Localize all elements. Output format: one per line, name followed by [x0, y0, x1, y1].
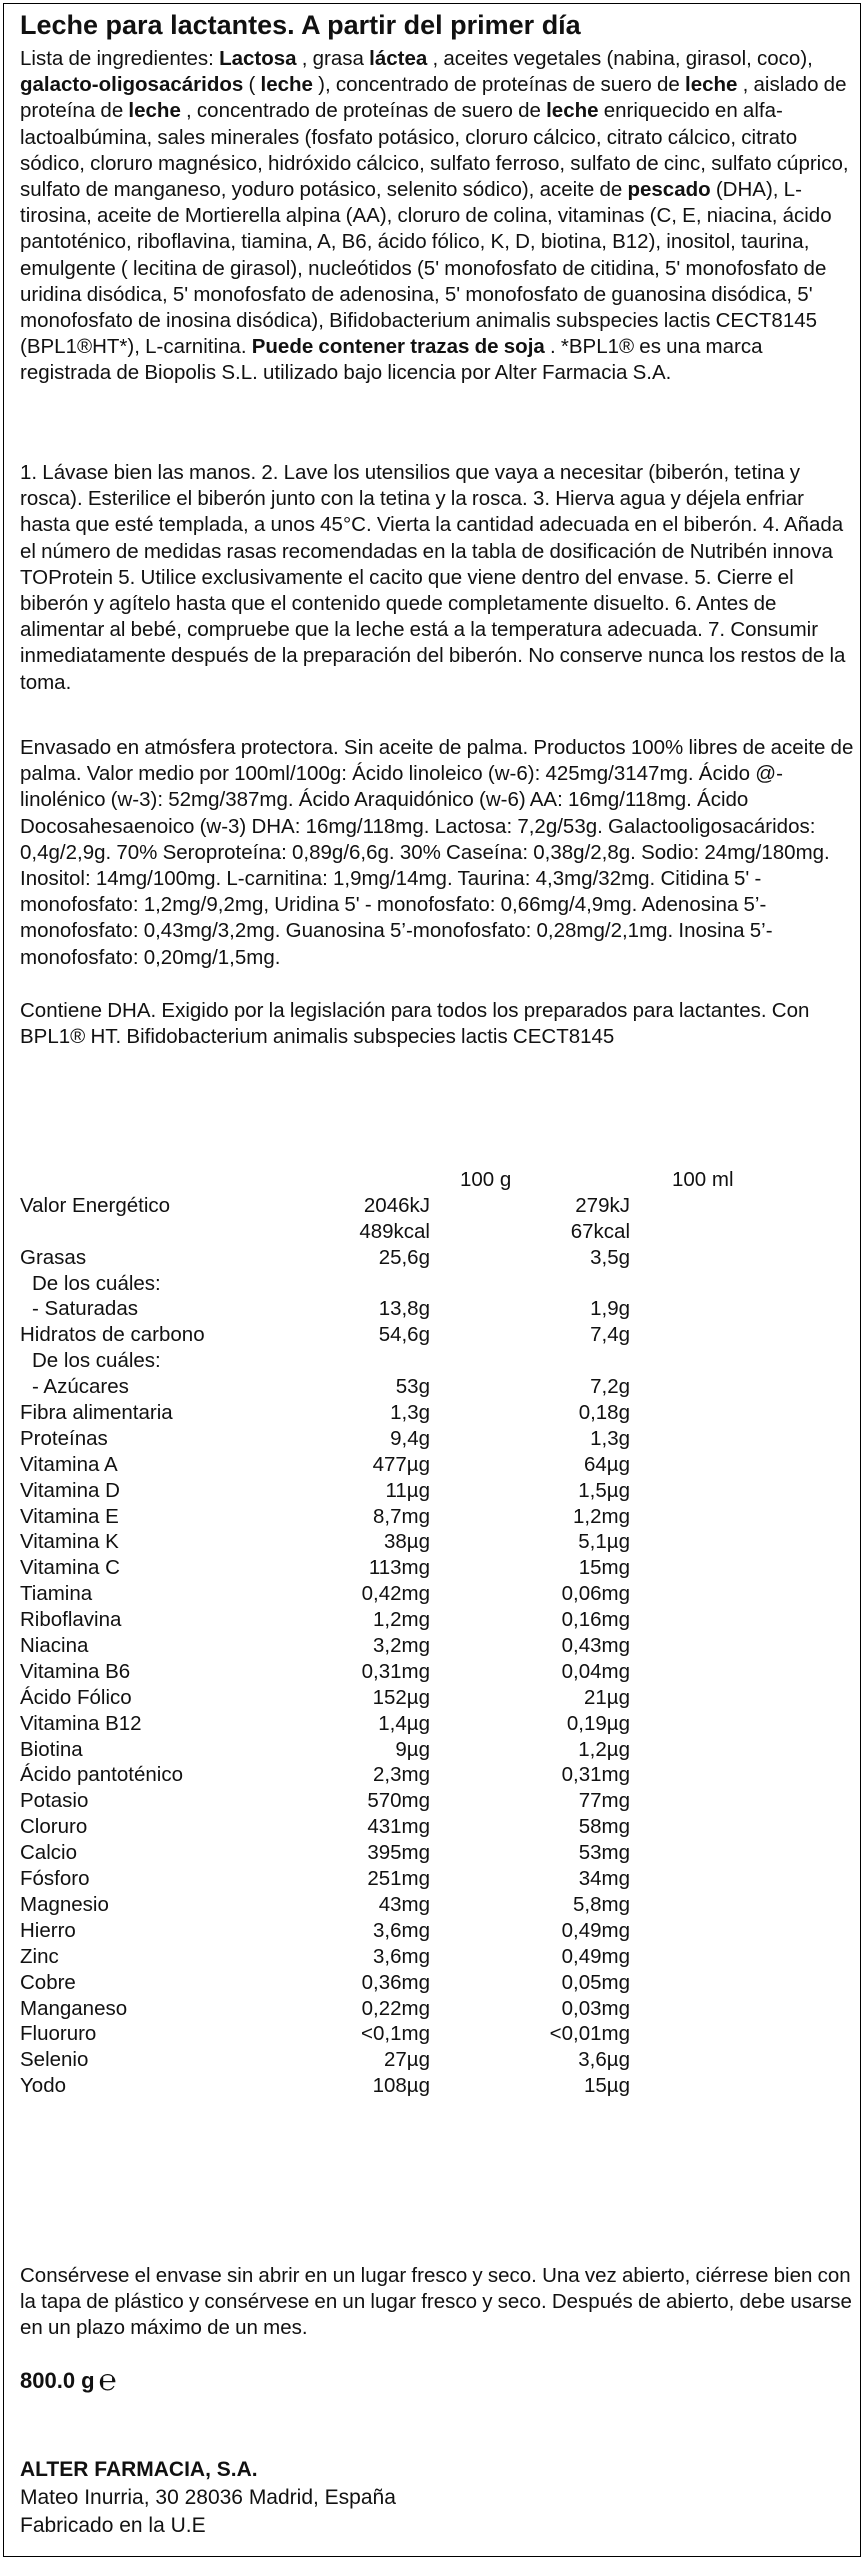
nutrient-label: Vitamina K [20, 1530, 119, 1554]
nutrient-value-100g: 3,2mg [373, 1634, 430, 1658]
nutrient-row [20, 1659, 850, 1685]
column-header-100g: 100 g [460, 1168, 512, 1191]
nutrient-label: Magnesio [20, 1892, 109, 1916]
nutrient-label: Ácido Fólico [20, 1685, 132, 1709]
nutrient-label: Riboflavina [20, 1608, 122, 1632]
nutrient-value-100ml: 0,43mg [561, 1634, 630, 1658]
nutrient-value-100g: 43mg [378, 1892, 430, 1916]
company-info [20, 2456, 396, 2540]
nutrient-row [20, 1348, 850, 1374]
nutrient-value-100ml: 15mg [578, 1556, 630, 1580]
nutrient-value-100g: 395mg [367, 1841, 430, 1865]
nutrient-value-100g: 2,3mg [373, 1763, 430, 1787]
nutrient-label: Hidratos de carbono [20, 1323, 205, 1347]
nutrient-value-100g: 3,6mg [373, 1944, 430, 1968]
nutrient-value-100ml: 3,5g [590, 1245, 630, 1269]
nutrient-label: Vitamina D [20, 1478, 120, 1502]
nutrient-value-100ml: 7,2g [590, 1375, 630, 1399]
nutrient-value-100g: 113mg [368, 1556, 430, 1580]
nutrient-value-100g: 477µg [372, 1452, 430, 1476]
nutrient-value-100ml: 0,49mg [561, 1918, 630, 1942]
nutrient-label: Vitamina A [20, 1452, 118, 1476]
preparation-instructions: 1. Lávase bien las manos. 2. Lave los utensilios que vaya a necesitar (biberón, tetina y rosca). Esterilice el biberón junto con la tetina y la rosca. 3. Hierva agua y déjela enfriar hasta que esté templada, a unos 45°C. Vierta la cantidad adecuada en el biberón. 4. Añada el número de medidas rasas recomendadas en la tabla de dosificación de Nutribén innova TOProtein 5. Utilice exclusivamente el cacito que viene dentro del envase. 5. Cierre el biberón y agítelo hasta que el contenido quede completamente disuelto. 6. Antes de alimentar al bebé, compruebe que la leche está a la temperatura adecuada. 7. Consumir inmediatamente después de la preparación del biberón. No conserve nunca los restos de la toma. [20, 461, 846, 694]
nutrient-row [20, 1866, 850, 1892]
nutrient-row [20, 1840, 850, 1866]
energy-kj-100ml: 279kJ [575, 1193, 630, 1217]
nutrient-value-100ml: 7,4g [590, 1323, 630, 1347]
nutrient-label: Tiamina [20, 1582, 93, 1606]
nutrient-row [20, 1918, 850, 1944]
column-header-100ml: 100 ml [672, 1168, 734, 1191]
nutrient-row [20, 1322, 850, 1348]
estimated-sign-icon: ℮ [98, 2363, 117, 2398]
nutrient-value-100g: 152µg [372, 1685, 430, 1709]
nutrient-value-100g: 1,3g [390, 1401, 430, 1425]
nutrient-value-100g: 0,36mg [361, 1970, 430, 1994]
nutrition-header-row [20, 1167, 850, 1193]
nutrient-row [20, 1737, 850, 1763]
nutrient-value-100ml: 0,04mg [561, 1659, 630, 1683]
nutrient-value-100ml: 1,9g [590, 1297, 630, 1321]
nutrient-label: Cloruro [20, 1815, 88, 1839]
nutrient-value-100g: <0,1mg [361, 2022, 430, 2046]
nutrient-value-100g: 27µg [383, 2048, 430, 2072]
nutrient-label: Yodo [20, 2074, 66, 2098]
energy-label: Valor Energético [20, 1193, 171, 1217]
nutrient-value-100ml: <0,01mg [549, 2022, 630, 2046]
nutrient-value-100g: 1,2mg [373, 1608, 430, 1632]
storage-instructions: Consérvese el envase sin abrir en un lugar fresco y seco. Una vez abierto, ciérrese bien con la tapa de plástico y consérvese en un lugar fresco y seco. Después de abierto, debe usarse en un plazo máximo de un mes. [20, 2264, 852, 2340]
nutrient-row [20, 1271, 850, 1297]
nutrient-label: Calcio [20, 1841, 77, 1865]
nutrient-label: Zinc [20, 1944, 59, 1968]
nutrient-row [20, 1944, 850, 1970]
nutrient-value-100ml: 0,19µg [566, 1711, 630, 1735]
nutrient-value-100g: 3,6mg [373, 1918, 430, 1942]
nutrient-label: Hierro [20, 1918, 76, 1942]
nutrient-row [20, 1478, 850, 1504]
nutrient-label: Grasas [20, 1245, 87, 1269]
nutrient-row [20, 1245, 850, 1271]
nutrient-value-100ml: 34mg [578, 1867, 630, 1891]
nutrient-value-100g: 108µg [372, 2074, 430, 2098]
nutrient-row [20, 1555, 850, 1581]
energy-kcal-100ml: 67kcal [570, 1219, 630, 1243]
energy-kcal-100g: 489kcal [359, 1219, 430, 1243]
nutrient-value-100ml: 1,2mg [573, 1504, 630, 1528]
nutrient-row [20, 1426, 850, 1452]
nutrition-table [20, 1167, 850, 2099]
nutrient-value-100ml: 0,05mg [561, 1970, 630, 1994]
nutrient-label: Vitamina C [20, 1556, 120, 1580]
nutrient-value-100ml: 5,1µg [578, 1530, 630, 1554]
nutrient-value-100g: 54,6g [378, 1323, 430, 1347]
nutrient-value-100ml: 1,2µg [578, 1737, 630, 1761]
nutrient-value-100g: 8,7mg [373, 1504, 430, 1528]
nutrient-label: Vitamina E [20, 1504, 119, 1528]
nutrient-row [20, 1711, 850, 1737]
composition-info: Envasado en atmósfera protectora. Sin aceite de palma. Productos 100% libres de aceite de palma. Valor medio por 100ml/100g: Ácido linoleico (w-6): 425mg/3147mg. Ácido @-linolénico (w-3): 52mg/387mg. Ácido Araquidónico (w-6) AA: 16mg/118mg. Ácido Docosahesaenoico (w-3) DHA: 16mg/118mg. Lactosa: 7,2g/53g. Galactooligosacáridos: 0,4g/2,9g. 70% Seroproteína: 0,89g/6,6g. 30% Caseína: 0,38g/2,8g. Sodio: 24mg/180mg. Inositol: 14mg/100mg. L-carnitina: 1,9mg/14mg. Taurina: 4,3mg/32mg. Citidina 5' - monofosfato: 1,2mg/9,2mg, Uridina 5' - monofosfato: 0,66mg/4,9mg. Adenosina 5’-monofosfato: 0,43mg/3,2mg. Guanosina 5’-monofosfato: 0,28mg/2,1mg. Inosina 5’-monofosfato: 0,20mg/1,5mg. [20, 736, 854, 969]
nutrient-label: Niacina [20, 1634, 89, 1658]
nutrient-value-100g: 25,6g [378, 1245, 430, 1269]
nutrient-label: Selenio [20, 2048, 89, 2072]
nutrient-value-100ml: 77mg [578, 1789, 630, 1813]
nutrient-row [20, 1788, 850, 1814]
net-weight [20, 2363, 117, 2398]
nutrient-value-100ml: 0,18g [578, 1401, 630, 1425]
nutrient-row [20, 1607, 850, 1633]
nutrient-label: Manganeso [20, 1996, 128, 2020]
nutrient-label: Biotina [20, 1737, 83, 1761]
company-address: Mateo Inurria, 30 28036 Madrid, España [20, 2486, 396, 2509]
nutrient-value-100g: 0,31mg [361, 1659, 430, 1683]
nutrient-value-100g: 9µg [395, 1737, 430, 1761]
nutrient-value-100g: 0,22mg [361, 1996, 430, 2020]
net-weight-value: 800.0 g [20, 2368, 95, 2393]
nutrient-value-100ml: 21µg [583, 1685, 630, 1709]
nutrient-value-100ml: 0,06mg [561, 1582, 630, 1606]
nutrient-value-100ml: 1,5µg [578, 1478, 630, 1502]
nutrient-row [20, 2021, 850, 2047]
nutrient-row [20, 2073, 850, 2099]
nutrient-value-100ml: 15µg [583, 2074, 630, 2098]
nutrient-label: Ácido pantoténico [20, 1763, 183, 1787]
nutrient-label: Vitamina B12 [20, 1711, 142, 1735]
energy-kj-row [20, 1193, 850, 1219]
nutrient-value-100ml: 0,16mg [561, 1608, 630, 1632]
nutrient-value-100g: 570mg [367, 1789, 430, 1813]
nutrient-value-100ml: 5,8mg [573, 1892, 630, 1916]
nutrient-value-100g: 0,42mg [361, 1582, 430, 1606]
nutrient-label: Vitamina B6 [20, 1659, 131, 1683]
nutrient-value-100g: 251mg [367, 1867, 430, 1891]
nutrient-value-100g: 11µg [385, 1478, 430, 1502]
nutrient-value-100g: 53g [395, 1375, 430, 1399]
nutrient-value-100ml: 1,3g [590, 1426, 630, 1450]
nutrient-value-100ml: 0,03mg [561, 1996, 630, 2020]
nutrient-label: Cobre [20, 1970, 76, 1994]
nutrient-row [20, 1581, 850, 1607]
product-title: Leche para lactantes. A partir del primer día [20, 10, 581, 40]
energy-kcal-row [20, 1219, 850, 1245]
nutrient-row [20, 1685, 850, 1711]
product-label [3, 3, 861, 2557]
nutrient-value-100ml: 0,31mg [561, 1763, 630, 1787]
nutrient-rows [20, 1245, 850, 2099]
nutrient-row [20, 2047, 850, 2073]
company-name: ALTER FARMACIA, S.A. [20, 2458, 258, 2481]
nutrient-row [20, 1400, 850, 1426]
nutrient-label: Proteínas [20, 1426, 108, 1450]
nutrient-row [20, 1892, 850, 1918]
nutrient-value-100ml: 53mg [578, 1841, 630, 1865]
nutrient-row [20, 1814, 850, 1840]
nutrient-value-100g: 1,4µg [378, 1711, 430, 1735]
energy-kj-100g: 2046kJ [363, 1193, 430, 1217]
nutrient-value-100g: 431mg [367, 1815, 430, 1839]
nutrient-row [20, 1452, 850, 1478]
nutrient-row [20, 1374, 850, 1400]
nutrient-label: - Saturadas [32, 1297, 138, 1321]
nutrient-value-100ml: 0,49mg [561, 1944, 630, 1968]
nutrient-value-100g: 38µg [383, 1530, 430, 1554]
nutrient-row [20, 1996, 850, 2022]
nutrient-label: Potasio [20, 1789, 89, 1813]
ingredients-list: Lista de ingredientes: Lactosa , grasa láctea , aceites vegetales (nabina, girasol, coco), galacto-oligosacáridos ( leche ), concentrado de proteínas de suero de leche , aislado de proteína de leche , concentrado de proteínas de suero de leche enriquecido en alfa-lactoalbúmina, sales minerales (fosfato potásico, cloruro cálcico, citrato cálcico, citrato sódico, cloruro magnésico, hidróxido cálcico, sulfato ferroso, sulfato de cinc, sulfato cúprico, sulfato de manganeso, yoduro potásico, selenito sódico), aceite de pescado (DHA), L-tirosina, aceite de Mortierella alpina (AA), cloruro de colina, vitaminas (C, E, niacina, ácido pantoténico, riboflavina, tiamina, A, B6, ácido fólico, K, D, biotina, B12), inositol, taurina, emulgente ( lecitina de girasol), nucleótidos (5' monofosfato de citidina, 5' monofosfato de uridina disódica, 5' monofosfato de adenosina, 5' monofosfato de guanosina disódica, 5' monofosfato de inosina disódica), Bifidobacterium animalis subspecies lactis CECT8145 (BPL1®HT*), L-carnitina. Puede contener trazas de soja . *BPL1® es una marca registrada de Biopolis S.L. utilizado bajo licencia por Alter Farmacia S.A. [20, 47, 849, 385]
nutrient-label: Fibra alimentaria [20, 1401, 173, 1425]
nutrient-value-100g: 9,4g [390, 1426, 430, 1450]
nutrient-value-100ml: 58mg [578, 1815, 630, 1839]
nutrient-row [20, 1529, 850, 1555]
nutrient-row [20, 1504, 850, 1530]
nutrient-label: De los cuáles: [32, 1271, 161, 1295]
nutrient-row [20, 1762, 850, 1788]
nutrient-value-100ml: 3,6µg [578, 2048, 630, 2072]
nutrient-label: Fósforo [20, 1867, 90, 1891]
nutrient-row [20, 1296, 850, 1322]
contains-dha-note: Contiene DHA. Exigido por la legislación para todos los preparados para lactantes. Con BPL1® HT. Bifidobacterium animalis subspecies lactis CECT8145 [20, 999, 810, 1049]
nutrient-value-100ml: 64µg [583, 1452, 630, 1476]
nutrient-value-100g: 13,8g [378, 1297, 430, 1321]
nutrient-label: De los cuáles: [32, 1349, 161, 1373]
nutrient-row [20, 1633, 850, 1659]
made-in-eu: Fabricado en la U.E [20, 2514, 206, 2537]
nutrient-label: Fluoruro [20, 2022, 97, 2046]
nutrient-label: - Azúcares [32, 1375, 129, 1399]
nutrient-row [20, 1970, 850, 1996]
